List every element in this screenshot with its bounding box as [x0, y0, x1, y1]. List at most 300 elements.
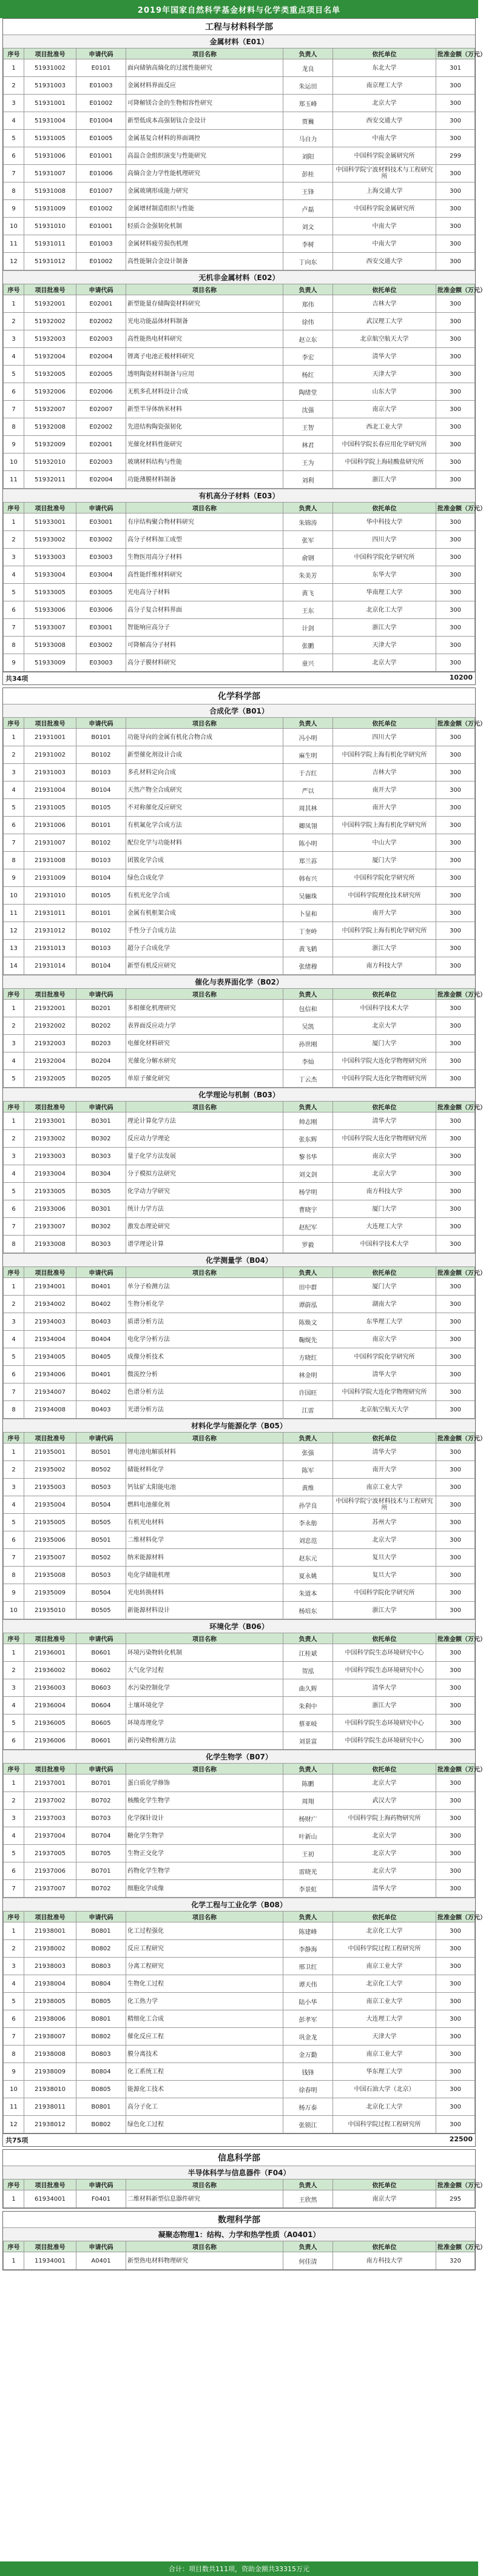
project-name: 钙钛矿太阳能电池 [126, 1479, 283, 1496]
column-header: 批准金额（万元） [436, 1267, 475, 1278]
apply-code: E01006 [76, 165, 126, 182]
amount: 300 [436, 566, 475, 584]
row-index: 4 [4, 1496, 24, 1514]
table-row [4, 453, 475, 471]
host-institution: 中国科学院上海药物研究所 [333, 1810, 436, 1827]
project-name: 光电功能晶体材料制备 [126, 313, 283, 330]
project-name: 金属增材制造组织与性能 [126, 200, 283, 218]
row-index: 8 [4, 1401, 24, 1419]
apply-code: B0303 [76, 1236, 126, 1253]
row-index: 5 [4, 130, 24, 147]
apply-code: B0802 [76, 2028, 126, 2046]
column-header: 依托单位 [333, 1433, 436, 1444]
amount: 300 [436, 218, 475, 235]
approval-number: 21931006 [24, 817, 76, 834]
approval-number: 21934008 [24, 1401, 76, 1419]
row-index: 7 [4, 1549, 24, 1567]
row-index: 1 [4, 1278, 24, 1296]
row-index: 1 [4, 1775, 24, 1792]
host-institution: 南京工业大学 [333, 1993, 436, 2010]
row-index: 4 [4, 566, 24, 584]
amount: 301 [436, 59, 475, 77]
table-header-row [4, 1764, 475, 1775]
amount: 300 [436, 1479, 475, 1496]
host-institution: 中国科学技术大学 [333, 1236, 436, 1253]
row-index: 3 [4, 1958, 24, 1975]
amount: 299 [436, 147, 475, 165]
row-index: 2 [4, 1296, 24, 1313]
table-row [4, 1444, 475, 1461]
column-header: 负责人 [283, 2180, 333, 2190]
principal: 杨培东 [283, 1602, 333, 1619]
row-index: 1 [4, 729, 24, 746]
row-index: 6 [4, 817, 24, 834]
table-row [4, 1584, 475, 1602]
row-index: 11 [4, 2098, 24, 2116]
apply-code: F0401 [76, 2190, 126, 2208]
table-row [4, 436, 475, 453]
column-header: 批准金额（万元） [436, 2241, 475, 2252]
apply-code: B0702 [76, 1880, 126, 1898]
table-header-row [4, 718, 475, 729]
row-index: 8 [4, 2046, 24, 2063]
column-header: 依托单位 [333, 284, 436, 295]
apply-code: B0805 [76, 2081, 126, 2098]
approval-number: 21937007 [24, 1880, 76, 1898]
row-index: 12 [4, 922, 24, 940]
principal: 杨红 [283, 366, 333, 383]
host-institution: 北京大学 [333, 1531, 436, 1549]
column-header: 批准金额（万元） [436, 989, 475, 1000]
column-header: 批准金额（万元） [436, 1433, 475, 1444]
host-institution: 华中科技大学 [333, 514, 436, 531]
principal: 金万勤 [283, 2046, 333, 2063]
row-index: 1 [4, 1444, 24, 1461]
row-index: 6 [4, 1862, 24, 1880]
amount: 300 [436, 957, 475, 975]
section-info [2, 2149, 486, 2209]
host-institution: 中国科学院大连化学物理研究所 [333, 1130, 436, 1148]
apply-code: B0303 [76, 1148, 126, 1165]
project-name: 质谱分析方法 [126, 1313, 283, 1331]
row-index: 2 [4, 1662, 24, 1679]
apply-code: B0102 [76, 746, 126, 764]
project-name: 能源化工技术 [126, 2081, 283, 2098]
amount: 300 [436, 2098, 475, 2116]
apply-code: B0601 [76, 1732, 126, 1750]
amount: 300 [436, 746, 475, 764]
column-header: 申请代码 [76, 49, 126, 59]
table-row [4, 2046, 475, 2063]
project-name: 光电高分子材料 [126, 584, 283, 601]
row-index: 8 [4, 1567, 24, 1584]
table-row [4, 1218, 475, 1236]
host-institution: 北京大学 [333, 95, 436, 112]
principal: 李灿 [283, 1052, 333, 1070]
host-institution: 东华理工大学 [333, 1313, 436, 1331]
project-name: 有机光化学合成 [126, 887, 283, 905]
project-name: 新型能量存储陶瓷材料研究 [126, 295, 283, 313]
principal: 张绪穆 [283, 957, 333, 975]
amount: 300 [436, 1112, 475, 1130]
principal: 包信和 [283, 1000, 333, 1017]
amount: 300 [436, 531, 475, 549]
approval-number: 51933004 [24, 566, 76, 584]
apply-code: B0803 [76, 1958, 126, 1975]
principal: 陆小华 [283, 1993, 333, 2010]
amount: 300 [436, 2116, 475, 2133]
project-table [3, 1911, 486, 2133]
apply-code: E01001 [76, 218, 126, 235]
amount: 300 [436, 1792, 475, 1810]
apply-code: B0802 [76, 1940, 126, 1958]
host-institution: 南京大学 [333, 401, 436, 418]
table-row [4, 654, 475, 672]
row-index: 7 [4, 2028, 24, 2046]
amount: 300 [436, 1366, 475, 1383]
apply-code: E02001 [76, 436, 126, 453]
principal: 郑玉峰 [283, 95, 333, 112]
host-institution: 清华大学 [333, 1444, 436, 1461]
row-index: 3 [4, 1679, 24, 1697]
principal: 周翔 [283, 1792, 333, 1810]
approval-number: 51931007 [24, 165, 76, 182]
row-index: 7 [4, 1383, 24, 1401]
apply-code: E03001 [76, 619, 126, 637]
amount: 300 [436, 1401, 475, 1419]
section-title: 信息科学部 [3, 2150, 475, 2166]
principal: 黄飞 [283, 584, 333, 601]
host-institution: 浙江大学 [333, 940, 436, 957]
banner-title: 2019年国家自然科学基金材料与化学类重点项目名单 [0, 0, 478, 18]
row-index: 7 [4, 1218, 24, 1236]
column-header: 序号 [4, 1764, 24, 1775]
apply-code: E01004 [76, 112, 126, 130]
row-index: 7 [4, 834, 24, 852]
principal: 孙世刚 [283, 1035, 333, 1052]
row-index: 10 [4, 1602, 24, 1619]
amount: 300 [436, 619, 475, 637]
approval-number: 21934002 [24, 1296, 76, 1313]
footer-summary: 合计：项目数共111项，资助金额共33315万元 [0, 2561, 478, 2576]
approval-number: 21933005 [24, 1183, 76, 1200]
principal: 张锁江 [283, 2116, 333, 2133]
principal: 贺泓 [283, 1662, 333, 1679]
table-row [4, 2063, 475, 2081]
project-name: 团簇化学合成 [126, 852, 283, 869]
table-row [4, 200, 475, 218]
principal: 马自力 [283, 130, 333, 147]
approval-number: 51931003 [24, 77, 76, 95]
table-row [4, 531, 475, 549]
row-index: 1 [4, 295, 24, 313]
row-index: 4 [4, 348, 24, 366]
host-institution: 浙江大学 [333, 471, 436, 489]
row-index: 5 [4, 799, 24, 817]
column-header: 项目批准号 [24, 1764, 76, 1775]
column-header: 批准金额（万元） [436, 1633, 475, 1644]
project-name: 有机氟化学合成方法 [126, 817, 283, 834]
principal: 巩金龙 [283, 2028, 333, 2046]
apply-code: E03005 [76, 584, 126, 601]
host-institution: 西安交通大学 [333, 112, 436, 130]
approval-number: 51932003 [24, 330, 76, 348]
project-table [3, 48, 486, 270]
principal: 刘文 [283, 218, 333, 235]
row-index: 4 [4, 1975, 24, 1993]
host-institution: 中国科学院化学研究所 [333, 1348, 436, 1366]
host-institution: 中国科学院生态环境研究中心 [333, 1715, 436, 1732]
column-header: 依托单位 [333, 1633, 436, 1644]
principal: 徐伟 [283, 313, 333, 330]
apply-code: B0301 [76, 1200, 126, 1218]
table-row [4, 77, 475, 95]
apply-code: E02002 [76, 313, 126, 330]
row-index: 1 [4, 59, 24, 77]
approval-number: 21933001 [24, 1112, 76, 1130]
apply-code: E03003 [76, 654, 126, 672]
row-index: 3 [4, 1035, 24, 1052]
table-row [4, 1679, 475, 1697]
principal: 谭蔚泓 [283, 1296, 333, 1313]
approval-number: 21936003 [24, 1679, 76, 1697]
column-header: 申请代码 [76, 1433, 126, 1444]
column-header: 负责人 [283, 1102, 333, 1112]
amount: 300 [436, 1775, 475, 1792]
amount: 300 [436, 1296, 475, 1313]
principal: 黄飞鹤 [283, 940, 333, 957]
column-header: 项目名称 [126, 1102, 283, 1112]
apply-code: B0405 [76, 1348, 126, 1366]
host-institution: 浙江大学 [333, 1697, 436, 1715]
host-institution: 中国科学院化学研究所 [333, 869, 436, 887]
host-institution: 北京航空航天大学 [333, 330, 436, 348]
host-institution: 南方科技大学 [333, 1183, 436, 1200]
host-institution: 苏州大学 [333, 1514, 436, 1531]
row-index: 11 [4, 905, 24, 922]
approval-number: 21935001 [24, 1444, 76, 1461]
host-institution: 北京大学 [333, 1845, 436, 1862]
project-name: 分子模拟方法研究 [126, 1165, 283, 1183]
approval-number: 21938003 [24, 1958, 76, 1975]
column-header: 负责人 [283, 2241, 333, 2252]
table-row [4, 834, 475, 852]
row-index: 9 [4, 1584, 24, 1602]
host-institution: 南京工业大学 [333, 2046, 436, 2063]
table-row [4, 95, 475, 112]
apply-code: B0602 [76, 1662, 126, 1679]
row-index: 2 [4, 1940, 24, 1958]
host-institution: 厦门大学 [333, 852, 436, 869]
column-header: 项目批准号 [24, 2241, 76, 2252]
apply-code: B0101 [76, 905, 126, 922]
amount: 300 [436, 1862, 475, 1880]
table-row [4, 471, 475, 489]
principal: 许国旺 [283, 1383, 333, 1401]
principal: 计剑 [283, 619, 333, 637]
amount: 300 [436, 1567, 475, 1584]
subsection-title: 材料化学与能源化学（B05） [3, 1419, 475, 1432]
principal: 刘景富 [283, 1732, 333, 1750]
row-index: 5 [4, 1845, 24, 1862]
approval-number: 61934001 [24, 2190, 76, 2208]
project-name: 精细化工合成 [126, 2010, 283, 2028]
host-institution: 南京大学 [333, 2190, 436, 2208]
project-name: 轻质合金强韧化机制 [126, 218, 283, 235]
amount: 300 [436, 1584, 475, 1602]
table-row [4, 957, 475, 975]
table-row [4, 147, 475, 165]
host-institution: 厦门大学 [333, 1278, 436, 1296]
host-institution: 中南大学 [333, 130, 436, 147]
project-name: 金属玻璃形成能力研究 [126, 182, 283, 200]
project-name: 电催化材料研究 [126, 1035, 283, 1052]
table-row [4, 235, 475, 253]
principal: 丁云杰 [283, 1070, 333, 1088]
project-name: 蛋白质化学修饰 [126, 1775, 283, 1792]
table-row [4, 2098, 475, 2116]
table-row [4, 1200, 475, 1218]
amount: 300 [436, 1000, 475, 1017]
principal: 朱道本 [283, 1584, 333, 1602]
apply-code: E02007 [76, 401, 126, 418]
amount: 300 [436, 348, 475, 366]
project-name: 土壤环境化学 [126, 1697, 283, 1715]
amount: 300 [436, 95, 475, 112]
row-index: 6 [4, 601, 24, 619]
project-table [3, 1432, 486, 1619]
principal: 江雷 [283, 1401, 333, 1419]
approval-number: 51933005 [24, 584, 76, 601]
column-header: 序号 [4, 2180, 24, 2190]
table-row [4, 1940, 475, 1958]
host-institution: 武汉理工大学 [333, 313, 436, 330]
amount: 300 [436, 887, 475, 905]
apply-code: B0702 [76, 1792, 126, 1810]
approval-number: 21938006 [24, 2010, 76, 2028]
amount: 300 [436, 1461, 475, 1479]
approval-number: 11934001 [24, 2252, 76, 2270]
column-header: 依托单位 [333, 503, 436, 514]
host-institution: 南京工业大学 [333, 1958, 436, 1975]
row-index: 7 [4, 1880, 24, 1898]
apply-code: B0503 [76, 1567, 126, 1584]
approval-number: 51931008 [24, 182, 76, 200]
host-institution: 清华大学 [333, 1112, 436, 1130]
row-index: 6 [4, 2010, 24, 2028]
approval-number: 21932003 [24, 1035, 76, 1052]
table-row [4, 1880, 475, 1898]
column-header: 负责人 [283, 1912, 333, 1922]
approval-number: 21938009 [24, 2063, 76, 2081]
host-institution: 中南大学 [333, 218, 436, 235]
approval-number: 21932002 [24, 1017, 76, 1035]
project-name: 催化反应工程 [126, 2028, 283, 2046]
apply-code: E01002 [76, 95, 126, 112]
principal: 王智 [283, 418, 333, 436]
row-index: 2 [4, 1130, 24, 1148]
table-row [4, 1993, 475, 2010]
table-row [4, 1348, 475, 1366]
amount: 300 [436, 1348, 475, 1366]
subsection-title: 催化与表界面化学（B02） [3, 975, 475, 988]
project-name: 光催化分解水研究 [126, 1052, 283, 1070]
principal: 冯小明 [283, 729, 333, 746]
host-institution: 吉林大学 [333, 295, 436, 313]
principal: 龙良 [283, 59, 333, 77]
approval-number: 51933003 [24, 549, 76, 566]
table-row [4, 514, 475, 531]
column-header: 依托单位 [333, 1102, 436, 1112]
amount: 300 [436, 1697, 475, 1715]
principal: 陶绪堂 [283, 383, 333, 401]
project-name: 色谱分析方法 [126, 1383, 283, 1401]
approval-number: 21933002 [24, 1130, 76, 1148]
project-name: 二维材料化学 [126, 1531, 283, 1549]
project-name: 反应动力学理论 [126, 1130, 283, 1148]
award-list-sheet [2, 18, 486, 2273]
approval-number: 51932001 [24, 295, 76, 313]
table-row [4, 2028, 475, 2046]
amount: 300 [436, 799, 475, 817]
project-name: 高分子膜材料研究 [126, 654, 283, 672]
project-name: 绿色合成化学 [126, 869, 283, 887]
row-index: 7 [4, 401, 24, 418]
row-index: 9 [4, 654, 24, 672]
project-name: 统计力学方法 [126, 1200, 283, 1218]
project-name: 智能响应高分子 [126, 619, 283, 637]
table-header-row [4, 1912, 475, 1922]
row-index: 5 [4, 584, 24, 601]
table-row [4, 1775, 475, 1792]
table-header-row [4, 989, 475, 1000]
approval-number: 21935010 [24, 1602, 76, 1619]
row-index: 3 [4, 1313, 24, 1331]
principal: 王欣然 [283, 2190, 333, 2208]
project-name: 先进结构陶瓷强韧化 [126, 418, 283, 436]
table-row [4, 401, 475, 418]
apply-code: B0103 [76, 764, 126, 781]
host-institution: 南京理工大学 [333, 77, 436, 95]
row-index: 8 [4, 418, 24, 436]
amount: 300 [436, 1549, 475, 1567]
column-header: 负责人 [283, 49, 333, 59]
host-institution: 中国科学院理化技术研究所 [333, 887, 436, 905]
column-header: 项目名称 [126, 49, 283, 59]
table-row [4, 1792, 475, 1810]
table-row [4, 418, 475, 436]
host-institution: 四川大学 [333, 729, 436, 746]
row-index: 14 [4, 957, 24, 975]
table-header-row [4, 1433, 475, 1444]
project-name: 表界面反应动力学 [126, 1017, 283, 1035]
principal: 雷晓光 [283, 1862, 333, 1880]
principal: 童兴 [283, 654, 333, 672]
approval-number: 21933004 [24, 1165, 76, 1183]
column-header: 项目名称 [126, 2241, 283, 2252]
table-row [4, 366, 475, 383]
row-index: 9 [4, 436, 24, 453]
row-index: 8 [4, 852, 24, 869]
column-header: 申请代码 [76, 503, 126, 514]
column-header: 批准金额（万元） [436, 1102, 475, 1112]
table-row [4, 383, 475, 401]
amount: 300 [436, 940, 475, 957]
project-name: 绿色化工过程 [126, 2116, 283, 2133]
principal: 王东 [283, 601, 333, 619]
project-name: 锂电池电解质材料 [126, 1444, 283, 1461]
table-row [4, 746, 475, 764]
